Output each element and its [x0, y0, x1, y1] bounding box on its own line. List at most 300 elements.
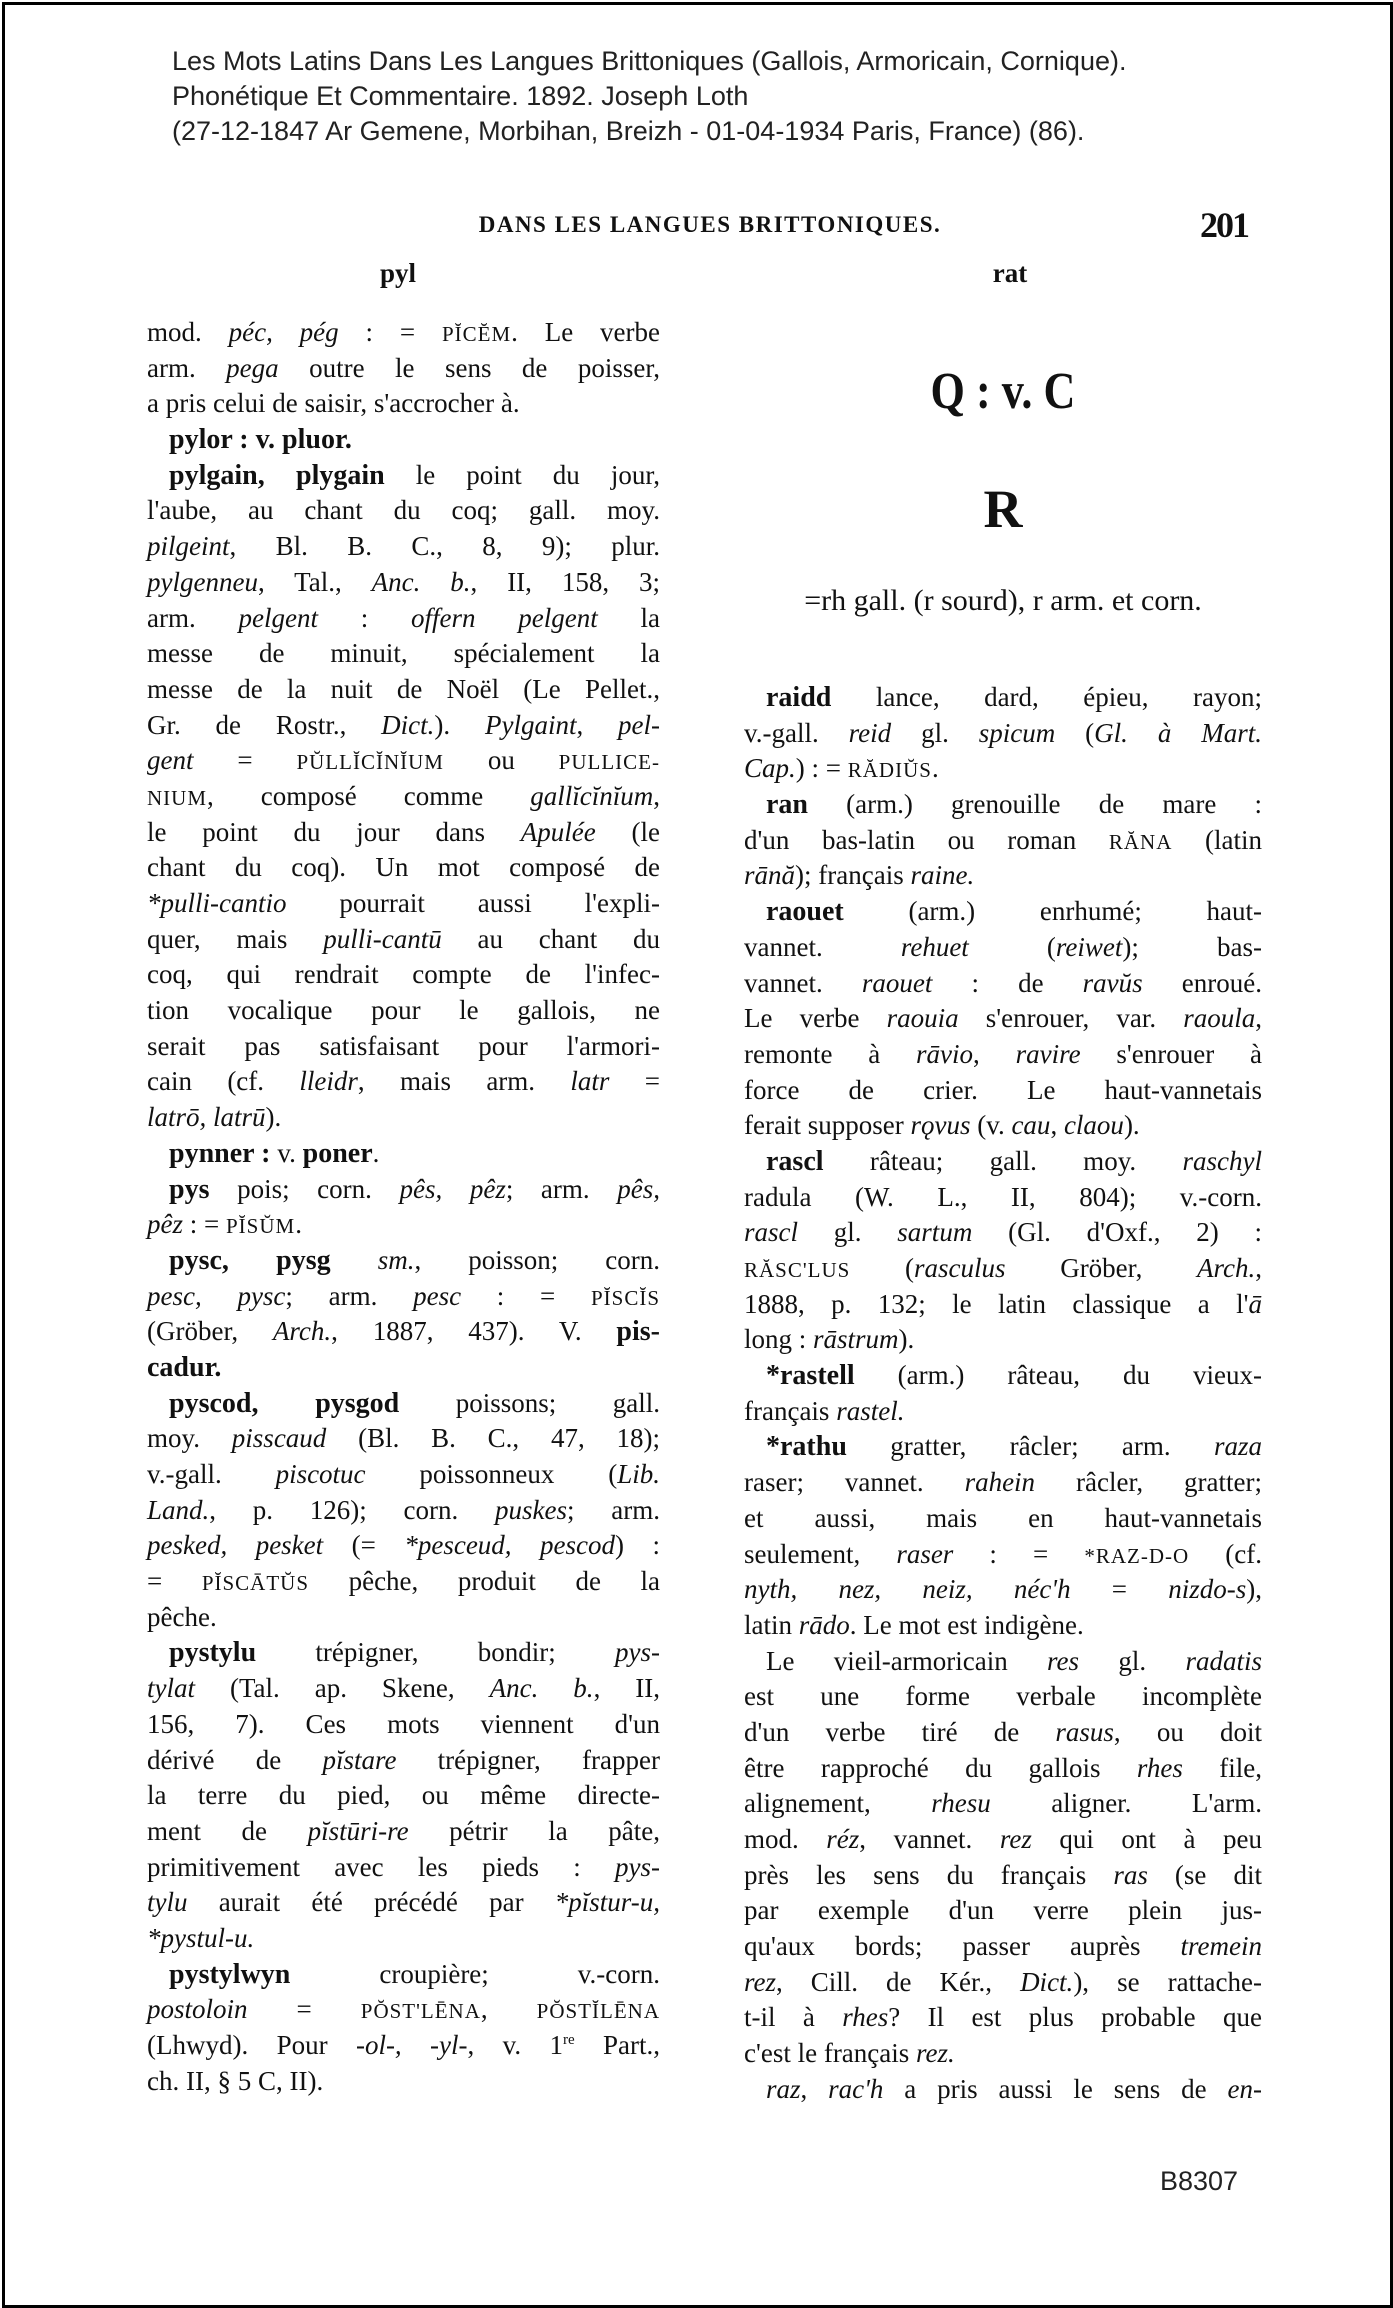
text-segment: par exemple d'un verre plein jus- [744, 1895, 1262, 1926]
text-segment: (se dit [1147, 1859, 1262, 1890]
text-line [147, 2064, 660, 2100]
text-segment: : de [932, 967, 1083, 998]
text-segment: 1888, p. 132; le latin classique a l' [744, 1288, 1249, 1319]
text-segment: ). [265, 1102, 282, 1133]
text-line [147, 1279, 660, 1315]
text-segment: outre le sens de poisser, [278, 352, 660, 383]
italic-term: réz [826, 1824, 860, 1854]
italic-term: *pesceud, pescod [404, 1530, 616, 1561]
text-line [147, 386, 660, 422]
text-segment: croupière; v.-corn. [290, 1958, 660, 1989]
text-segment: français [744, 1395, 837, 1426]
text-line [147, 1778, 660, 1814]
text-line [744, 1608, 1262, 1644]
italic-term: Cap. [744, 753, 796, 784]
text-segment: pourrait aussi l'expli- [286, 888, 660, 918]
text-line [744, 858, 1262, 894]
text-segment: ( [1055, 717, 1095, 748]
text-line [744, 1822, 1262, 1858]
italic-term: pês, [617, 1173, 660, 1204]
text-line [744, 2036, 1262, 2072]
text-segment: le point du jour, [384, 459, 661, 490]
italic-term: raoula [1183, 1003, 1256, 1034]
italic-term: Pylgaint [484, 709, 577, 740]
text-line [147, 1707, 660, 1743]
text-segment: poissonneux ( [365, 1459, 618, 1489]
text-segment: re [562, 2032, 575, 2048]
text-line [147, 1564, 660, 1600]
italic-term: rhes [842, 2002, 889, 2033]
text-segment: : = [461, 1280, 591, 1311]
text-line [147, 957, 660, 993]
text-segment: , p. 126); corn. [209, 1494, 496, 1525]
italic-term: rānă [744, 860, 796, 891]
text-line [147, 1635, 660, 1671]
text-line [147, 1314, 660, 1350]
text-line [744, 1537, 1262, 1573]
text-line [147, 779, 660, 815]
text-segment: Part., [574, 2030, 660, 2060]
text-segment: ou [443, 745, 559, 776]
text-segment: . [372, 1137, 380, 1168]
text-segment: (arm.) grenouille de mare : [808, 789, 1262, 820]
italic-term: reid [848, 717, 892, 748]
italic-term: Dict. [381, 709, 435, 740]
text-segment: raser; vannet. [744, 1467, 965, 1498]
italic-term: lleidr [299, 1066, 358, 1097]
italic-term: raschyl [1182, 1145, 1262, 1176]
text-line [744, 1929, 1262, 1965]
text-line [147, 1386, 660, 1422]
entry-headword: rascl [766, 1145, 824, 1177]
entry-headword: pysc, pysg [169, 1244, 331, 1276]
text-segment: . [931, 753, 939, 784]
entry-headword: cadur. [147, 1351, 222, 1383]
text-segment: , vannet. [859, 1824, 1000, 1854]
text-line [147, 743, 660, 779]
text-line [147, 1814, 660, 1850]
entry-headword: pis- [616, 1316, 660, 1348]
text-segment: pêche. [147, 1601, 217, 1632]
text-segment: : = [953, 1538, 1085, 1569]
italic-term: ravŭs [1082, 967, 1143, 998]
text-line [147, 458, 660, 494]
latin-etymon: *RAZ-D-O [1084, 1543, 1190, 1568]
italic-term: nyth, nez, neiz, néc'h [744, 1574, 1071, 1605]
text-segment: ; arm. [505, 1173, 618, 1204]
text-line [744, 2072, 1262, 2108]
text-segment: tion vocalique pour le gallois, ne [147, 995, 660, 1026]
text-segment: arm. [147, 352, 227, 383]
italic-term: rādo [798, 1609, 850, 1640]
text-segment: = [193, 745, 297, 776]
italic-term: raouet [861, 967, 933, 998]
text-line [147, 601, 660, 637]
text-segment: latin [744, 1609, 799, 1640]
text-segment: la terre du pied, ou même directe- [147, 1780, 660, 1811]
text-segment: mod. [744, 1824, 827, 1854]
italic-term: rhesu [931, 1788, 991, 1819]
text-line [744, 1644, 1262, 1680]
text-segment: mod. [147, 317, 229, 347]
text-line [147, 1850, 660, 1886]
footer-code: B8307 [1160, 2166, 1239, 2196]
left-column-head: pyl [379, 258, 417, 288]
text-segment: ); bas- [1122, 931, 1262, 962]
text-line [147, 1493, 660, 1529]
italic-term: en- [1227, 2073, 1263, 2104]
text-line [744, 751, 1262, 787]
text-line [744, 716, 1262, 752]
italic-term: pêz [147, 1209, 183, 1240]
entry-headword: pys [169, 1173, 210, 1205]
italic-term: nizdo-s [1168, 1574, 1247, 1605]
text-line [147, 993, 660, 1029]
text-line [744, 1715, 1262, 1751]
text-segment: qui ont à peu [1031, 1824, 1262, 1854]
text-segment: (= [323, 1530, 405, 1561]
text-line [744, 787, 1262, 823]
text-line [147, 2028, 660, 2064]
text-segment: la [597, 602, 660, 633]
italic-term: rǫvus [910, 1110, 971, 1141]
text-line [744, 1786, 1262, 1822]
text-segment: qu'aux bords; passer auprès [744, 1931, 1181, 1962]
text-segment: pois; corn. [209, 1173, 400, 1204]
text-segment: radula (W. L., II, 804); v.-corn. [744, 1181, 1262, 1212]
text-line [147, 493, 660, 529]
italic-term: res [1047, 1645, 1080, 1676]
entry-headword: pylor : v. pluor. [169, 424, 352, 456]
italic-term: postoloin [147, 1994, 248, 2025]
latin-etymon: RĂNA [1108, 829, 1173, 854]
text-line [147, 1136, 660, 1172]
text-line [147, 315, 660, 351]
text-segment: s'enrouer à [1080, 1038, 1262, 1069]
text-segment: Le verbe [744, 1003, 887, 1034]
italic-term: raouia [886, 1003, 959, 1034]
text-segment: , [576, 709, 619, 740]
text-segment: c'est le français [744, 2038, 917, 2069]
italic-term: -ol-, -yl- [355, 2030, 468, 2060]
text-segment: , [653, 780, 660, 811]
italic-term: rastel. [836, 1395, 905, 1426]
text-segment: remonte à [744, 1038, 917, 1069]
text-segment: (Bl. B. C., 47, 18); [326, 1423, 661, 1454]
entry-headword: *rathu [766, 1431, 847, 1463]
text-segment: . Le mot est indigène. [849, 1609, 1084, 1640]
text-segment: v. [277, 1137, 303, 1168]
text-segment: , v. 1 [467, 2030, 563, 2060]
italic-term: raser [896, 1538, 954, 1569]
text-segment: force de crier. Le haut-vannetais [744, 1074, 1262, 1105]
text-segment: : = [183, 1209, 226, 1240]
text-line [744, 1108, 1262, 1144]
text-segment: moy. [147, 1423, 232, 1454]
text-segment: . Le verbe [511, 317, 661, 347]
text-segment: ) : [615, 1530, 660, 1561]
italic-term: claou [1063, 1110, 1124, 1141]
text-segment: (arm.) enrhumé; haut- [843, 896, 1262, 927]
text-line [744, 1965, 1262, 2001]
text-segment: lance, dard, épieu, rayon; [831, 682, 1262, 712]
italic-term: rez. [916, 2038, 955, 2069]
italic-term: raza [1213, 1431, 1262, 1462]
latin-etymon: PĬSCĬS [590, 1285, 660, 1310]
italic-term: Anc. b. [489, 1673, 594, 1704]
text-segment: Gr. de Rostr., [147, 709, 382, 740]
italic-term: pega [226, 352, 279, 383]
italic-term: pys- [615, 1637, 660, 1668]
italic-term: pĭstare [322, 1744, 397, 1775]
text-segment: long : [744, 1324, 814, 1355]
text-segment: (Gl. d'Oxf., 2) : [972, 1217, 1262, 1248]
text-segment: ); français [795, 860, 911, 891]
latin-etymon: PULLICE- [558, 750, 660, 775]
text-segment: = [1070, 1574, 1169, 1605]
right-column [744, 680, 1262, 2108]
text-segment: trépigner, bondir; [256, 1637, 616, 1668]
text-line [744, 2000, 1262, 2036]
text-segment: arm. [147, 602, 239, 633]
text-segment: ment de [147, 1815, 308, 1846]
text-segment: (Tal. ap. Skene, [195, 1673, 490, 1704]
text-segment: , [1255, 1253, 1262, 1283]
italic-term: rez [744, 1966, 776, 1997]
text-line [147, 1100, 660, 1136]
text-segment: messe de la nuit de Noël (Le Pellet., [147, 673, 660, 704]
text-segment: cain (cf. [147, 1066, 300, 1097]
entry-headword: pylgain, plygain [169, 459, 385, 491]
text-line [744, 1394, 1262, 1430]
text-segment: ; arm. [567, 1494, 660, 1525]
text-segment: (cf. [1189, 1538, 1263, 1569]
text-line [147, 565, 660, 601]
latin-etymon: RĂDIŬS [847, 758, 932, 783]
text-segment: gl. [891, 717, 979, 748]
italic-term: rehuet [900, 931, 969, 962]
text-segment: primitivement avec les pieds : [147, 1851, 616, 1882]
text-segment: ( [968, 931, 1056, 962]
text-segment: ) : = [795, 753, 848, 784]
italic-term: pesc [413, 1280, 462, 1311]
entry-headword: poner [302, 1137, 373, 1169]
right-column-head: rat [992, 258, 1028, 288]
text-line [147, 1885, 660, 1921]
text-segment: (Gröber, [147, 1316, 273, 1347]
text-line [744, 1073, 1262, 1109]
text-line [744, 930, 1262, 966]
text-segment: l'aube, au chant du coq; gall. moy. [147, 495, 660, 526]
section-q-heading: Q : v. C [930, 363, 1076, 420]
text-segment: coq, qui rendrait compte de l'infec- [147, 959, 660, 990]
text-segment: gratter, râcler; arm. [846, 1431, 1214, 1462]
italic-term: piscotuc [275, 1459, 366, 1489]
text-line [147, 1957, 660, 1993]
italic-term: cau [1011, 1110, 1051, 1141]
text-segment: ( [850, 1253, 914, 1283]
text-segment: (Lhwyd). Pour [147, 2030, 356, 2060]
text-line [744, 966, 1262, 1002]
text-segment: v.-gall. [147, 1459, 276, 1489]
text-line [147, 708, 660, 744]
text-line [147, 1921, 660, 1957]
citation-line: Les Mots Latins Dans Les Langues Brittoniques (Gallois, Armoricain, Cornique). [172, 46, 1127, 76]
entry-headword: raidd [766, 682, 832, 713]
text-line [147, 815, 660, 851]
text-segment: , [480, 1994, 537, 2025]
text-segment: , Tal., [257, 566, 372, 597]
italic-term: puskes [495, 1494, 568, 1525]
italic-term: Arch. [272, 1316, 332, 1347]
text-segment: vannet. [744, 931, 901, 962]
text-segment: dérivé de [147, 1744, 323, 1775]
text-segment: file, [1182, 1752, 1263, 1783]
text-line [744, 1751, 1262, 1787]
italic-term: sartum [897, 1217, 973, 1248]
text-segment: Le vieil-armoricain [766, 1645, 1048, 1676]
text-line [147, 886, 660, 922]
text-line [147, 1029, 660, 1065]
text-segment: aurait été précédé par [187, 1887, 555, 1918]
text-line [744, 1215, 1262, 1251]
running-head: DANS LES LANGUES BRITTONIQUES. [478, 212, 942, 237]
italic-term: pesked, pesket [147, 1530, 324, 1561]
italic-term: rāstrum [813, 1324, 899, 1355]
latin-etymon: PĬSCĀTŬS [201, 1571, 310, 1596]
text-line [744, 1572, 1262, 1608]
text-line [744, 1322, 1262, 1358]
text-segment: ). [434, 709, 485, 740]
italic-term: tremein [1180, 1931, 1262, 1962]
text-segment: est une forme verbale incomplète [744, 1681, 1262, 1712]
text-line [744, 1893, 1262, 1929]
text-segment: , [1255, 1003, 1262, 1034]
text-segment: ), se rattache- [1073, 1966, 1263, 1997]
text-segment: le point du jour dans [147, 816, 521, 847]
text-line [147, 1421, 660, 1457]
italic-term: latr [570, 1066, 610, 1097]
italic-term: ras [1113, 1859, 1148, 1890]
text-segment: ). [898, 1324, 915, 1355]
italic-term: raz [766, 2073, 801, 2104]
text-line [147, 1992, 660, 2028]
italic-term: Land. [147, 1494, 210, 1525]
text-segment: râteau; gall. moy. [823, 1145, 1183, 1176]
text-line [147, 1457, 660, 1493]
text-segment: ; arm. [285, 1280, 414, 1311]
text-segment: alignement, [744, 1788, 932, 1819]
text-segment: (latin [1172, 824, 1263, 855]
text-line [147, 922, 660, 958]
entry-headword: raouet [766, 896, 844, 928]
italic-term: pilgeint [147, 531, 230, 562]
text-line [147, 636, 660, 672]
italic-term: *pulli-cantio [147, 888, 287, 918]
italic-term: latrō, latrū [147, 1102, 266, 1133]
italic-term: rez [999, 1824, 1032, 1854]
text-segment: ferait supposer [744, 1110, 911, 1141]
italic-term: spicum [978, 717, 1056, 748]
left-column [147, 315, 660, 2099]
text-line [744, 1037, 1262, 1073]
text-segment: a pris aussi le sens de [883, 2073, 1228, 2104]
italic-term: offern pelgent [411, 602, 598, 633]
text-segment: . [295, 1209, 302, 1240]
italic-term: gent [147, 745, 194, 776]
italic-term: pulli-cantū [323, 923, 442, 954]
italic-term: pys- [615, 1851, 660, 1882]
text-segment: gl. [1079, 1645, 1186, 1676]
latin-etymon: PŎSTĬLĒNA [536, 1999, 660, 2024]
text-segment: , II, [593, 1673, 660, 1704]
italic-term: pesc, pysc [147, 1280, 286, 1311]
italic-term: rāvio [916, 1038, 974, 1069]
text-segment: chant du coq). Un mot composé de [147, 852, 660, 883]
text-segment: v.-gall. [744, 717, 849, 748]
text-line [744, 1679, 1262, 1715]
text-segment: être rapproché du gallois [744, 1752, 1137, 1783]
italic-term: rasus [1055, 1716, 1114, 1747]
italic-term: rac'h [828, 2073, 884, 2104]
text-segment: pétrir la pâte, [408, 1815, 660, 1846]
latin-etymon: PĬCĔM [441, 322, 512, 346]
text-line [147, 1172, 660, 1208]
citation-line: (27-12-1847 Ar Gemene, Morbihan, Breizh - 01-04-1934 Paris, France) (86). [172, 116, 1085, 146]
text-segment: seulement, [744, 1538, 897, 1569]
text-segment: vannet. [744, 967, 862, 998]
text-line [147, 1671, 660, 1707]
text-segment: (arm.) râteau, du vieux- [854, 1360, 1262, 1391]
text-segment: s'enrouer, var. [958, 1003, 1184, 1034]
entry-headword: ran [766, 789, 808, 821]
text-segment: , [800, 2073, 829, 2104]
italic-term: pisscaud [231, 1423, 327, 1454]
italic-term: pês, pêz [399, 1173, 506, 1204]
text-segment: enroué. [1142, 967, 1262, 998]
entry-headword: pynner : [169, 1137, 278, 1169]
latin-etymon: PĬSŬM [225, 1214, 296, 1239]
text-segment: , poisson; corn. [414, 1244, 661, 1275]
italic-term: Lib. [617, 1459, 660, 1489]
text-line [744, 1858, 1262, 1894]
text-segment: d'un verbe tiré de [744, 1716, 1056, 1747]
text-line [744, 1287, 1262, 1323]
section-r-heading: R [983, 479, 1023, 539]
italic-term: pĭstūri-re [307, 1815, 409, 1846]
text-line [147, 1600, 660, 1636]
italic-term: *pĭstur-u, [554, 1887, 660, 1918]
text-line [147, 850, 660, 886]
italic-term: ā [1248, 1288, 1262, 1319]
text-segment: râcler, gratter; [1035, 1467, 1262, 1498]
latin-etymon: PŎST'LĒNA [360, 1999, 481, 2024]
italic-term: Apulée [520, 816, 596, 847]
text-line [744, 1180, 1262, 1216]
text-segment: t-il à [744, 2002, 843, 2033]
italic-term: Dict. [1020, 1966, 1074, 1997]
text-line [147, 1064, 660, 1100]
text-line [147, 672, 660, 708]
italic-term: reiwet [1055, 931, 1123, 962]
text-segment: d'un bas-latin ou roman [744, 824, 1109, 855]
text-segment: , II, 158, 3; [470, 566, 660, 597]
italic-term: rasculus [914, 1253, 1006, 1283]
text-segment: : [317, 602, 412, 633]
text-segment: , 1887, 437). V. [331, 1316, 617, 1347]
text-segment: au chant du [441, 923, 661, 954]
latin-etymon: RĂSC'LUS [744, 1258, 851, 1282]
